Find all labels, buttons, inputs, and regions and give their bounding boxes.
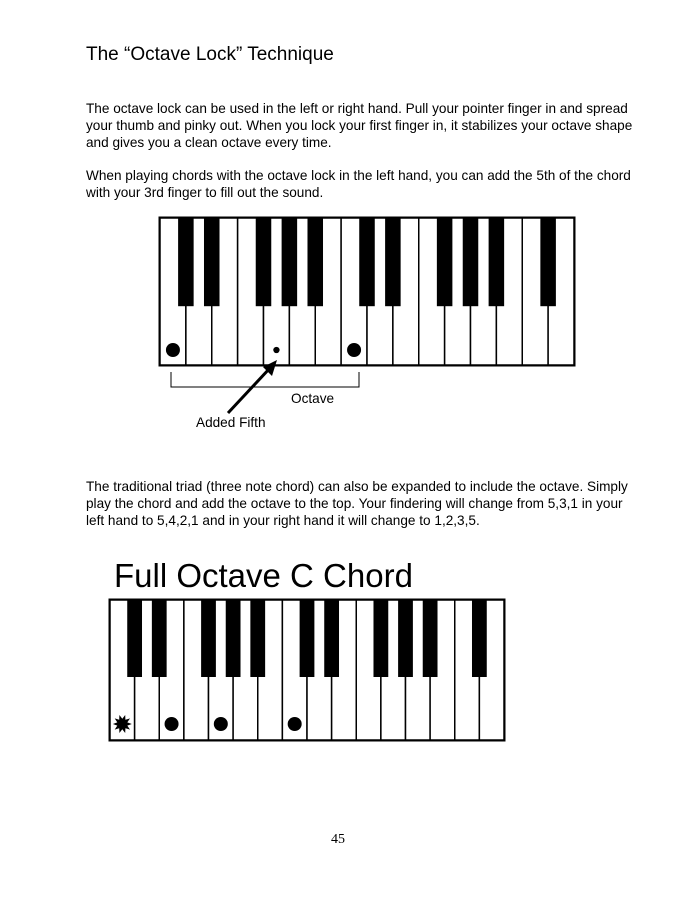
black-key [463, 218, 479, 306]
black-key [300, 600, 315, 677]
black-key [398, 600, 413, 677]
black-key [437, 218, 453, 306]
note-dot [288, 717, 302, 731]
octave-lock-keyboard-diagram [150, 210, 580, 370]
black-key [226, 600, 241, 677]
octave-label: Octave [291, 391, 335, 406]
note-dot [347, 343, 361, 357]
black-key [489, 218, 505, 306]
added-fifth-label: Added Fifth [196, 415, 266, 430]
full-octave-c-chord-keyboard-diagram [100, 555, 520, 755]
black-key [152, 600, 167, 677]
black-key [472, 600, 487, 677]
black-key [204, 218, 220, 306]
intro-paragraph: The octave lock can be used in the left or right hand. Pull your pointer finger in and spread your thumb and pinky out. When you lock your first finger in, it stabilizes your octave shape and gives you a clean octave every time. [86, 101, 633, 150]
black-key [385, 218, 401, 306]
black-key [423, 600, 438, 677]
black-key [127, 600, 142, 677]
page-title: The “Octave Lock” Technique [86, 44, 334, 65]
black-key [201, 600, 216, 677]
note-dot [166, 343, 180, 357]
black-key [324, 600, 339, 677]
black-key [282, 218, 298, 306]
note-dot [165, 717, 179, 731]
black-key [359, 218, 375, 306]
black-key [250, 600, 265, 677]
added-fifth-arrow-line [228, 368, 270, 413]
added-fifth-dot [273, 347, 279, 353]
triad-paragraph: The traditional triad (three note chord) can also be expanded to include the octave. Simply play the chord and add the octave to the top. Your findering will change from 5,3,1 in your left hand to 5,4,2,1 and in your right hand it will change to 1,2,3,5. [86, 479, 628, 528]
black-key [540, 218, 556, 306]
page-number: 45 [331, 832, 345, 847]
black-key [178, 218, 194, 306]
black-key [256, 218, 272, 306]
black-key [307, 218, 323, 306]
chord-diagram-title: Full Octave C Chord [114, 557, 413, 594]
note-dot [214, 717, 228, 731]
fifth-paragraph: When playing chords with the octave lock in the left hand, you can add the 5th of the chord with your 3rd finger to fill out the sound. [86, 168, 631, 200]
black-key [373, 600, 388, 677]
